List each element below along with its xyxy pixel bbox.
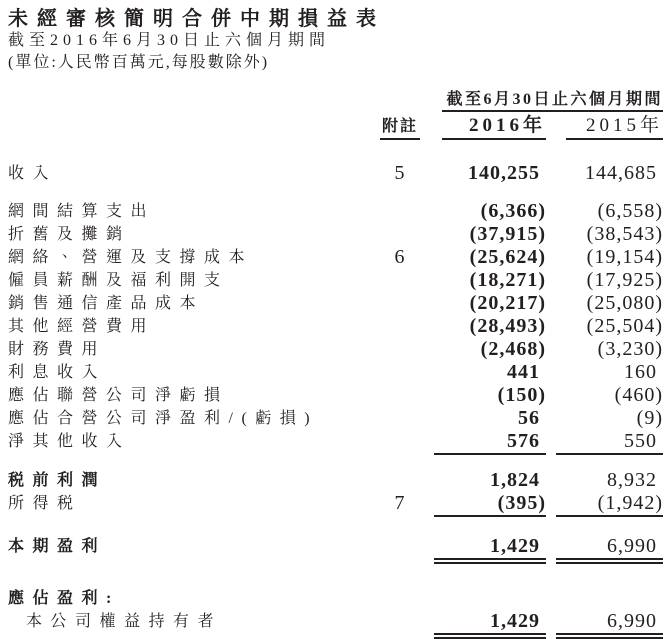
- value-2015: (1,942): [597, 492, 663, 514]
- row-note: [372, 292, 428, 315]
- row-note: [372, 269, 428, 292]
- value-2015: (9): [636, 407, 663, 429]
- row-note: [372, 384, 428, 407]
- value-2016: (25,624): [469, 246, 546, 268]
- table-row: [8, 430, 663, 453]
- header-span-row: [8, 90, 663, 112]
- value-2015: (460): [614, 384, 663, 406]
- rule-2016-cell: [428, 515, 546, 517]
- row-label: 收入: [8, 165, 58, 182]
- row-label: 税前利潤: [8, 472, 107, 489]
- value-2016: 1,429: [490, 610, 540, 632]
- value-2015: 144,685: [585, 162, 657, 184]
- single-rule-row: [8, 515, 663, 517]
- value-2015: 8,932: [607, 469, 657, 491]
- rule-2015: [556, 453, 663, 455]
- value-2016: (37,915): [469, 223, 546, 245]
- rule-note-spacer: [372, 633, 428, 639]
- period-span-header: 截至6月30日止六個月期間: [442, 90, 663, 112]
- row-note: [372, 407, 428, 430]
- row-label: 僱員薪酬及福利開支: [8, 272, 229, 289]
- rule-2015: [556, 633, 663, 639]
- rule-2016-cell: [428, 558, 546, 564]
- value-2015: (25,504): [586, 315, 663, 337]
- value-2015: (19,154): [586, 246, 663, 268]
- double-rule-row: [8, 633, 663, 639]
- table-row: [8, 315, 663, 338]
- value-2016: (150): [497, 384, 546, 406]
- single-rule-row: [8, 453, 663, 455]
- value-2015: (17,925): [586, 269, 663, 291]
- value-2016: 1,824: [490, 469, 540, 491]
- value-2015: (38,543): [586, 223, 663, 245]
- value-2016: (395): [497, 492, 546, 514]
- header-span-spacer: [8, 90, 428, 112]
- page-title: 未經審核簡明合併中期損益表: [8, 8, 385, 30]
- row-note: [372, 200, 428, 223]
- period-line: 截至2016年6月30日止六個月期間: [8, 32, 331, 49]
- value-2016: [428, 587, 546, 610]
- table-row: [8, 384, 663, 407]
- spacer-row: [8, 455, 663, 469]
- row-label: 網絡、營運及支撐成本: [8, 249, 254, 266]
- header-span-cell: [428, 90, 663, 112]
- row-note: [372, 315, 428, 338]
- table-header: [8, 90, 663, 140]
- column-2015-header-cell: [546, 117, 663, 140]
- table-row: [8, 407, 663, 430]
- rule-note-spacer: [372, 515, 428, 517]
- row-note: [372, 535, 428, 558]
- rule-2016: [434, 558, 546, 564]
- row-note: 6: [394, 246, 406, 268]
- table-row: [8, 223, 663, 246]
- value-2016: 576: [507, 430, 540, 452]
- table-row: [8, 610, 663, 633]
- value-2015: [546, 587, 663, 610]
- value-2015: 6,990: [607, 610, 657, 632]
- row-label: 應佔盈利:: [8, 590, 120, 607]
- column-2016-header-cell: [428, 117, 546, 140]
- row-label: 本公司權益持有者: [26, 613, 223, 630]
- row-label: 本期盈利: [8, 538, 107, 555]
- header-columns-row: [8, 117, 663, 140]
- row-note: [372, 610, 428, 633]
- note-column-header-cell: [372, 118, 428, 140]
- row-note: [372, 430, 428, 453]
- rule-2016: [434, 453, 546, 455]
- value-2016: 1,429: [490, 535, 540, 557]
- table-row: [8, 246, 663, 269]
- row-label: 網間結算支出: [8, 203, 156, 220]
- table-row: [8, 361, 663, 384]
- spacer-row: [8, 564, 663, 587]
- column-header-2016: 2016年: [442, 117, 546, 140]
- table-row: [8, 269, 663, 292]
- table-row: [8, 162, 663, 185]
- row-note: [372, 469, 428, 492]
- rule-label-spacer: [8, 558, 372, 564]
- note-column-header: 附註: [380, 118, 420, 140]
- table-row: [8, 492, 663, 515]
- spacer-row: [8, 185, 663, 200]
- value-2015: 160: [624, 361, 657, 383]
- rule-label-spacer: [8, 515, 372, 517]
- row-note: [372, 587, 428, 610]
- row-note: [372, 223, 428, 246]
- rule-2015: [556, 515, 663, 517]
- row-note: [372, 338, 428, 361]
- value-2016: (28,493): [469, 315, 546, 337]
- rule-2016: [434, 633, 546, 639]
- value-2016: 56: [518, 407, 540, 429]
- value-2016: (2,468): [480, 338, 546, 360]
- row-label: 其他經營費用: [8, 318, 156, 335]
- table-row: [8, 338, 663, 361]
- table-row: [8, 469, 663, 492]
- row-label: 折舊及攤銷: [8, 226, 131, 243]
- value-2016: (20,217): [469, 292, 546, 314]
- value-2015: (6,558): [597, 200, 663, 222]
- rule-2016-cell: [428, 633, 546, 639]
- row-label: 財務費用: [8, 341, 107, 358]
- double-rule-row: [8, 558, 663, 564]
- table-row: [8, 200, 663, 223]
- value-2015: (3,230): [597, 338, 663, 360]
- table-row: [8, 587, 663, 610]
- row-label: 淨其他收入: [8, 433, 131, 450]
- value-2016: (6,366): [480, 200, 546, 222]
- rule-2016-cell: [428, 453, 546, 455]
- rule-note-spacer: [372, 453, 428, 455]
- row-label: 應佔合營公司淨盈利/(虧損): [8, 410, 319, 427]
- rule-2015: [556, 558, 663, 564]
- spacer-row: [8, 517, 663, 535]
- row-label: 應佔聯營公司淨虧損: [8, 387, 229, 404]
- row-note: 7: [394, 492, 406, 514]
- row-note: [372, 361, 428, 384]
- rule-2015-cell: [546, 633, 663, 639]
- table-row: [8, 535, 663, 558]
- rule-2015-cell: [546, 558, 663, 564]
- table-row: [8, 292, 663, 315]
- rule-label-spacer: [8, 633, 372, 639]
- column-header-2015: 2015年: [566, 117, 663, 140]
- value-2016: 140,255: [468, 162, 540, 184]
- value-2016: (18,271): [469, 269, 546, 291]
- rule-label-spacer: [8, 453, 372, 455]
- row-label: 所得税: [8, 495, 82, 512]
- unit-line: (單位:人民幣百萬元,每股數除外): [8, 54, 270, 71]
- row-note: 5: [394, 162, 406, 184]
- table-body: [8, 162, 663, 639]
- rule-2015-cell: [546, 515, 663, 517]
- rule-note-spacer: [372, 558, 428, 564]
- value-2015: 550: [624, 430, 657, 452]
- value-2015: (25,080): [586, 292, 663, 314]
- row-label: 銷售通信產品成本: [8, 295, 205, 312]
- rule-2016: [434, 515, 546, 517]
- value-2016: 441: [507, 361, 540, 383]
- row-label: 利息收入: [8, 364, 107, 381]
- rule-2015-cell: [546, 453, 663, 455]
- value-2015: 6,990: [607, 535, 657, 557]
